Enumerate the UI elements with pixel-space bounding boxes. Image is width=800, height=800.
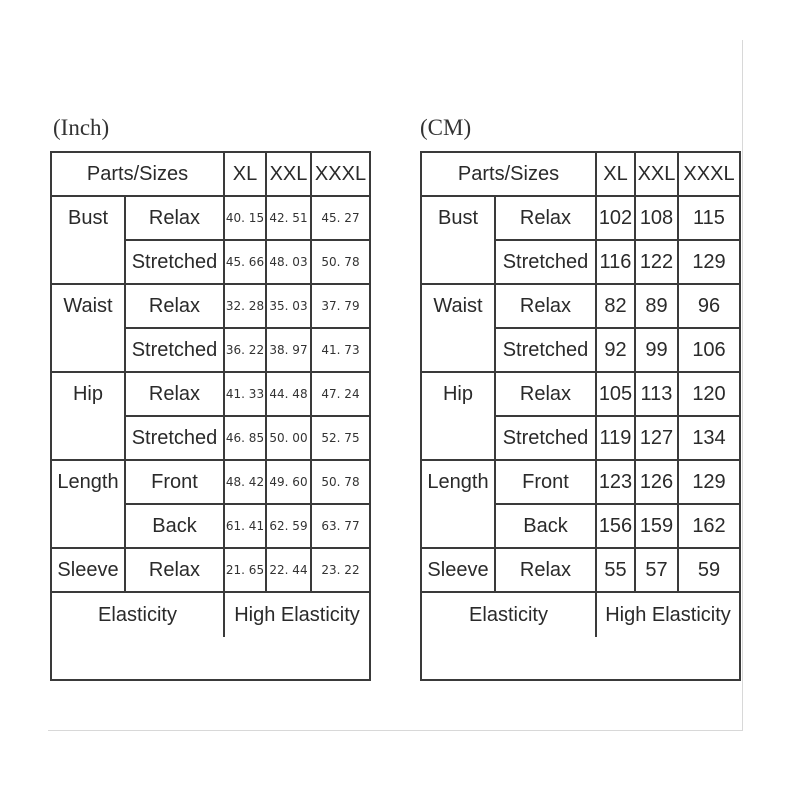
size-value-cell: 129: [679, 461, 739, 505]
size-value-cell: 108: [636, 197, 679, 241]
measure-label: Relax: [126, 197, 225, 241]
measure-label: Back: [126, 505, 225, 549]
size-value-cell: 89: [636, 285, 679, 329]
size-value-cell: 44. 48: [267, 373, 312, 417]
size-value-cell: 50. 78: [312, 241, 369, 285]
cm-size-table: [420, 151, 741, 681]
size-value-cell: 119: [597, 417, 636, 461]
measure-label: Back: [496, 505, 597, 549]
elasticity-value: High Elasticity: [605, 603, 731, 626]
size-value-cell: 32. 28: [225, 285, 267, 329]
size-value-cell: 162: [679, 505, 739, 549]
size-value-cell: 55: [597, 549, 636, 593]
size-value-cell: 59: [679, 549, 739, 593]
measure-label: Relax: [126, 549, 225, 593]
size-value-cell: 21. 65: [225, 549, 267, 593]
size-value-cell: 99: [636, 329, 679, 373]
size-value-cell: 46. 85: [225, 417, 267, 461]
header-parts-sizes: Parts/Sizes: [52, 153, 225, 197]
size-value-cell: 156: [597, 505, 636, 549]
inch-size-table: [50, 151, 371, 681]
size-value-cell: 92: [597, 329, 636, 373]
part-label-length: Length: [422, 461, 496, 549]
size-value-cell: 102: [597, 197, 636, 241]
size-value-cell: 96: [679, 285, 739, 329]
size-value-cell: 159: [636, 505, 679, 549]
size-value-cell: 57: [636, 549, 679, 593]
size-value-cell: 38. 97: [267, 329, 312, 373]
measure-label: Stretched: [496, 329, 597, 373]
size-value-cell: 127: [636, 417, 679, 461]
size-value-cell: 82: [597, 285, 636, 329]
measure-label: Relax: [496, 373, 597, 417]
elasticity-label: Elasticity: [422, 593, 597, 637]
measure-label: Front: [126, 461, 225, 505]
size-value-cell: 41. 73: [312, 329, 369, 373]
header-size-xxxl: XXXL: [679, 153, 739, 197]
elasticity-label: Elasticity: [52, 593, 225, 637]
header-size-xxl: XXL: [267, 153, 312, 197]
size-value-cell: 35. 03: [267, 285, 312, 329]
size-value-cell: 49. 60: [267, 461, 312, 505]
part-label-hip: Hip: [422, 373, 496, 461]
size-value-cell: 126: [636, 461, 679, 505]
measure-label: Relax: [496, 549, 597, 593]
size-value-cell: 41. 33: [225, 373, 267, 417]
size-value-cell: 48. 03: [267, 241, 312, 285]
measure-label: Relax: [126, 285, 225, 329]
size-value-cell: 120: [679, 373, 739, 417]
size-value-cell: 36. 22: [225, 329, 267, 373]
part-label-length: Length: [52, 461, 126, 549]
inch-unit-label: (Inch): [53, 115, 110, 140]
size-value-cell: 45. 27: [312, 197, 369, 241]
size-value-cell: 116: [597, 241, 636, 285]
size-value-cell: 105: [597, 373, 636, 417]
measure-label: Stretched: [126, 329, 225, 373]
size-value-cell: 37. 79: [312, 285, 369, 329]
part-label-bust: Bust: [422, 197, 496, 285]
size-value-cell: 22. 44: [267, 549, 312, 593]
header-size-xxxl: XXXL: [312, 153, 369, 197]
measure-label: Relax: [496, 197, 597, 241]
size-value-cell: 61. 41: [225, 505, 267, 549]
size-value-cell: 62. 59: [267, 505, 312, 549]
part-label-hip: Hip: [52, 373, 126, 461]
header-parts-sizes: Parts/Sizes: [422, 153, 597, 197]
measure-label: Relax: [496, 285, 597, 329]
measure-label: Front: [496, 461, 597, 505]
measure-label: Stretched: [126, 241, 225, 285]
size-value-cell: 134: [679, 417, 739, 461]
size-value-cell: 106: [679, 329, 739, 373]
header-size-xl: XL: [225, 153, 267, 197]
size-value-cell: 23. 22: [312, 549, 369, 593]
measure-label: Stretched: [496, 417, 597, 461]
size-value-cell: 63. 77: [312, 505, 369, 549]
size-value-cell: 47. 24: [312, 373, 369, 417]
measure-label: Stretched: [126, 417, 225, 461]
size-value-cell: 129: [679, 241, 739, 285]
header-size-xxl: XXL: [636, 153, 679, 197]
part-label-bust: Bust: [52, 197, 126, 285]
size-value-cell: 50. 78: [312, 461, 369, 505]
size-value-cell: 52. 75: [312, 417, 369, 461]
cm-unit-label: (CM): [420, 115, 472, 140]
size-value-cell: 50. 00: [267, 417, 312, 461]
size-value-cell: 45. 66: [225, 241, 267, 285]
header-size-xl: XL: [597, 153, 636, 197]
part-label-waist: Waist: [52, 285, 126, 373]
measure-label: Stretched: [496, 241, 597, 285]
size-value-cell: 113: [636, 373, 679, 417]
size-value-cell: 40. 15: [225, 197, 267, 241]
elasticity-value: High Elasticity: [234, 603, 360, 626]
part-label-sleeve: Sleeve: [52, 549, 126, 593]
measure-label: Relax: [126, 373, 225, 417]
part-label-waist: Waist: [422, 285, 496, 373]
size-value-cell: 48. 42: [225, 461, 267, 505]
size-value-cell: 115: [679, 197, 739, 241]
size-value-cell: 42. 51: [267, 197, 312, 241]
size-value-cell: 122: [636, 241, 679, 285]
part-label-sleeve: Sleeve: [422, 549, 496, 593]
size-value-cell: 123: [597, 461, 636, 505]
